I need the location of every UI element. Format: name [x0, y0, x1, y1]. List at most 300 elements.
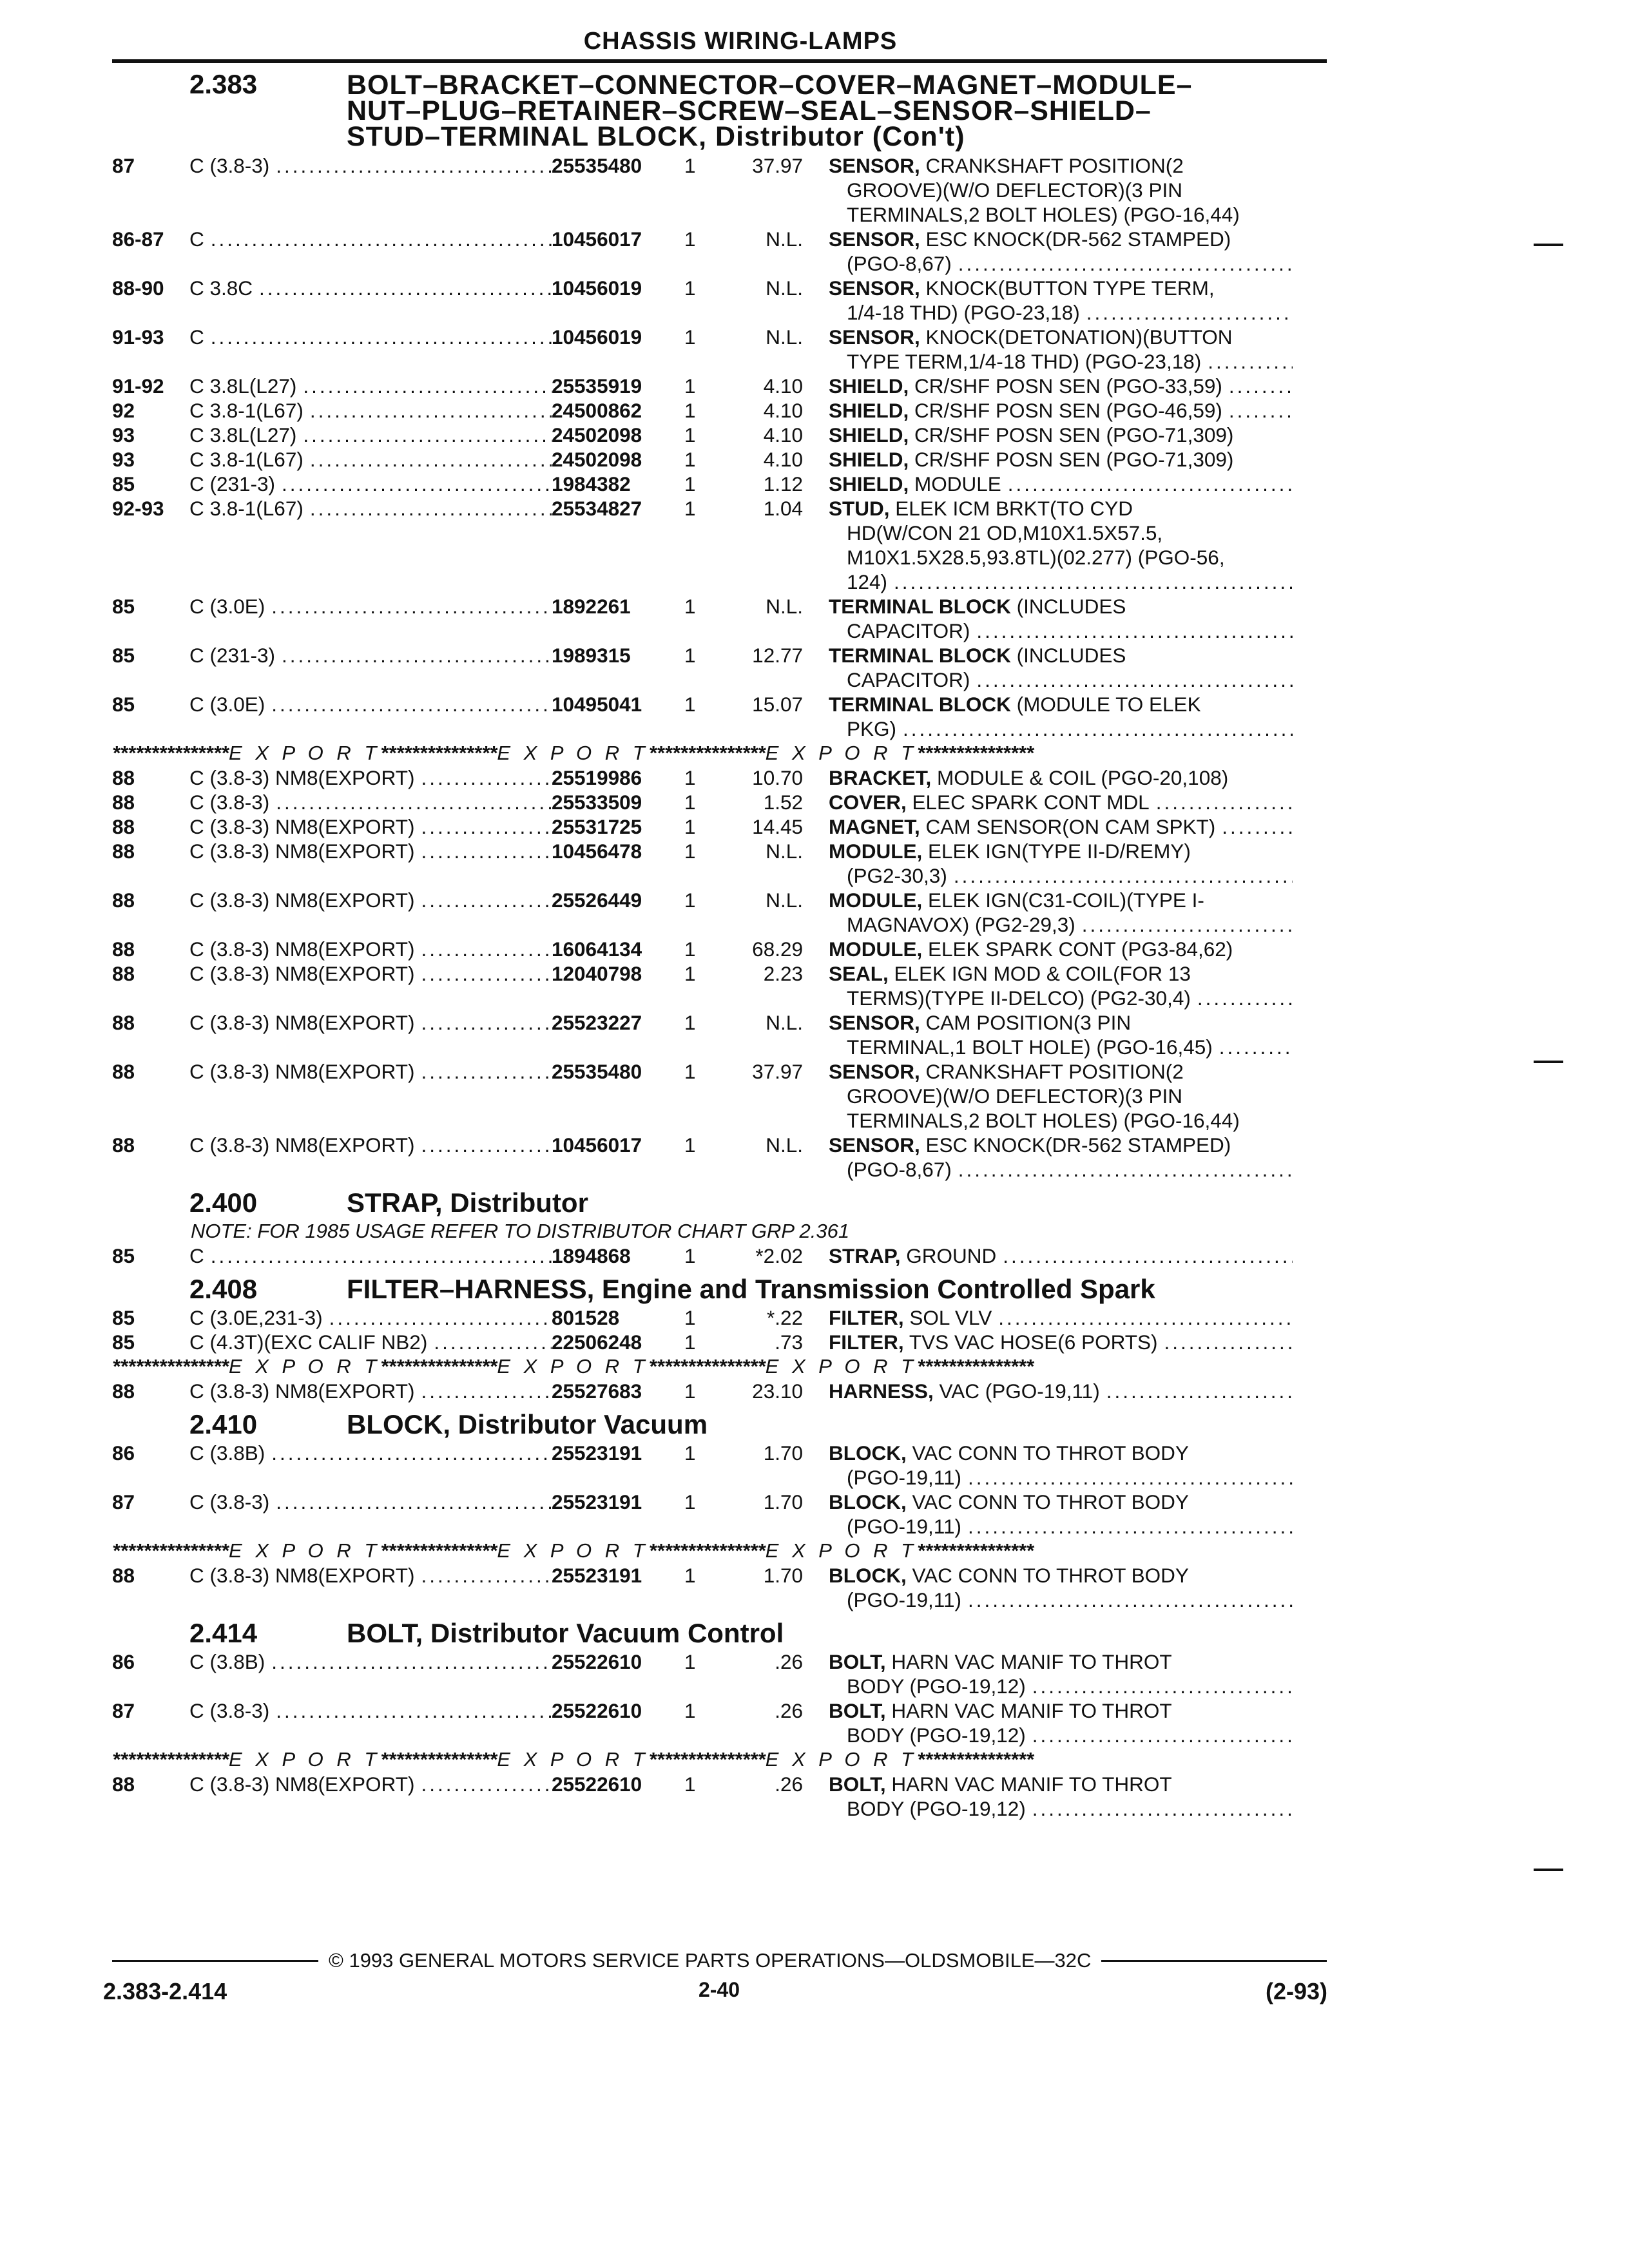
usage-cell: [189, 1379, 552, 1403]
year-cell: 93: [112, 448, 135, 471]
usage-text: C (3.8-3) NM8(EXPORT): [189, 840, 415, 863]
section-title: BOLT, Distributor Vacuum Control: [347, 1618, 784, 1648]
description-text: 1/4-18 THD) (PGO-23,18): [847, 301, 1080, 324]
price-cell: 4.10: [763, 448, 803, 471]
usage-text: C (3.8-3) NM8(EXPORT): [189, 1133, 415, 1157]
usage-text: C (3.8-3): [189, 154, 270, 177]
price-cell: 23.10: [752, 1379, 803, 1403]
parts-list: [112, 1379, 1336, 1403]
description-text: MODULE, ELEK SPARK CONT (PG3-84,62): [829, 937, 1233, 961]
quantity-cell: 1: [684, 276, 696, 300]
description-text: SENSOR, CRANKSHAFT POSITION(2: [829, 1060, 1184, 1083]
usage-cell: [189, 1490, 552, 1539]
usage-cell: [189, 1244, 552, 1268]
price-cell: 1.70: [763, 1490, 803, 1514]
description-line: [829, 496, 1293, 521]
part-number-cell: 1989315: [552, 644, 631, 667]
part-number-cell: 12040798: [552, 962, 642, 985]
price-cell: 4.10: [763, 423, 803, 447]
part-name: SHIELD,: [829, 472, 909, 495]
section-title-line: BOLT–BRACKET–CONNECTOR–COVER–MAGNET–MODULE–: [347, 70, 1193, 101]
description-cell: [829, 1563, 1293, 1612]
description-text: (PG2-30,3): [847, 864, 947, 887]
price-cell: N.L.: [766, 595, 803, 618]
price-cell: N.L.: [766, 325, 803, 349]
description-line: [829, 521, 1293, 545]
quantity-cell: 1: [684, 840, 696, 863]
year-cell: 88: [112, 1379, 135, 1403]
leader-dots: [1026, 1674, 1293, 1698]
export-banner: [112, 741, 1327, 765]
year-cell: 88: [112, 1564, 135, 1587]
description-cell: [829, 1490, 1293, 1539]
description-text: CAPACITOR): [847, 619, 970, 642]
usage-cell: [189, 227, 552, 276]
leader-dots: [296, 423, 552, 447]
price-cell: .73: [775, 1331, 803, 1354]
description-cell: [829, 790, 1293, 814]
year-cell: 88: [112, 937, 135, 961]
export-word: E X P O R T: [228, 1748, 381, 1771]
part-number-cell: 10456019: [552, 276, 642, 300]
quantity-cell: 1: [684, 962, 696, 985]
leader-dots: [992, 1305, 1293, 1330]
usage-text: C (3.8-3) NM8(EXPORT): [189, 962, 415, 985]
leader-dots: [253, 276, 552, 325]
usage-cell: [189, 398, 552, 423]
price-cell: 1.70: [763, 1441, 803, 1465]
leader-dots: [1191, 986, 1293, 1010]
usage-cell: [189, 594, 552, 643]
description-text: STRAP, GROUND: [829, 1244, 997, 1267]
usage-cell: [189, 839, 552, 888]
description-line: [829, 863, 1293, 888]
leader-dots: [414, 839, 552, 888]
description-cell: [829, 1010, 1293, 1059]
quantity-cell: 1: [684, 1441, 696, 1465]
part-number-cell: 10456478: [552, 840, 642, 863]
year-cell: 88: [112, 840, 135, 863]
table-row: [112, 1305, 1336, 1330]
export-stars: ***************: [380, 742, 497, 764]
description-line: [829, 374, 1293, 398]
part-name: HARNESS,: [829, 1379, 934, 1403]
description-cell: [829, 1059, 1293, 1133]
usage-cell: [189, 1772, 552, 1821]
description-line: [829, 1490, 1293, 1514]
description-text: SENSOR, ESC KNOCK(DR-562 STAMPED): [829, 227, 1231, 251]
description-line: [829, 398, 1293, 423]
description-line: [829, 716, 1293, 741]
usage-cell: [189, 1698, 552, 1747]
table-row: [112, 839, 1336, 888]
table-row: [112, 276, 1336, 325]
description-text: CAPACITOR): [847, 668, 970, 691]
description-line: [829, 1108, 1293, 1133]
description-line: [829, 1465, 1293, 1490]
year-cell: 85: [112, 1244, 135, 1267]
description-line: [829, 765, 1293, 790]
usage-text: C (3.8-3) NM8(EXPORT): [189, 766, 415, 789]
part-number-cell: 16064134: [552, 937, 642, 961]
part-number-cell: 24502098: [552, 423, 642, 447]
export-stars: ***************: [380, 1748, 497, 1771]
table-row: [112, 153, 1336, 227]
part-name: BLOCK,: [829, 1490, 907, 1514]
quantity-cell: 1: [684, 448, 696, 471]
description-line: [829, 349, 1293, 374]
usage-text: C (3.8-3) NM8(EXPORT): [189, 1060, 415, 1083]
quantity-cell: 1: [684, 1564, 696, 1587]
description-text: BODY (PGO-19,12): [847, 1797, 1026, 1820]
price-cell: N.L.: [766, 1133, 803, 1157]
usage-text: C (3.8B): [189, 1441, 265, 1465]
footer-copyright: © 1993 GENERAL MOTORS SERVICE PARTS OPERATIONS—OLDSMOBILE—32C: [329, 1949, 1092, 1972]
part-number-cell: 25522610: [552, 1699, 642, 1722]
price-cell: N.L.: [766, 276, 803, 300]
catalog-page: [112, 26, 1336, 1821]
usage-text: C 3.8L(L27): [189, 374, 297, 398]
leader-dots: [1001, 472, 1293, 496]
table-row: [112, 374, 1336, 398]
description-line: [829, 1514, 1293, 1539]
year-cell: 87: [112, 154, 135, 177]
leader-dots: [961, 1588, 1293, 1612]
part-name: MODULE,: [829, 889, 923, 912]
part-number-cell: 25519986: [552, 766, 642, 789]
export-stars: ***************: [648, 1355, 766, 1378]
description-cell: [829, 888, 1293, 937]
part-name: STRAP,: [829, 1244, 901, 1267]
export-banner: [112, 1747, 1327, 1772]
description-line: [829, 888, 1293, 912]
usage-cell: [189, 814, 552, 839]
leader-dots: [887, 570, 1293, 594]
usage-text: C (3.8-3) NM8(EXPORT): [189, 1011, 415, 1034]
page-footer: [103, 1978, 1327, 2010]
description-line: [829, 1059, 1293, 1084]
year-cell: 88: [112, 889, 135, 912]
price-cell: 1.04: [763, 497, 803, 520]
part-number-cell: 25531725: [552, 815, 642, 838]
leader-dots: [1075, 912, 1293, 937]
description-line: [829, 594, 1293, 619]
leader-dots: [414, 888, 552, 937]
quantity-cell: 1: [684, 937, 696, 961]
usage-cell: [189, 1059, 552, 1133]
description-cell: [829, 276, 1293, 325]
export-stars: ***************: [380, 1539, 497, 1562]
description-cell: [829, 1133, 1293, 1182]
description-line: [829, 1244, 1293, 1268]
description-line: [829, 251, 1293, 276]
description-line: [829, 300, 1293, 325]
quantity-cell: 1: [684, 227, 696, 251]
description-cell: [829, 1330, 1293, 1354]
quantity-cell: 1: [684, 693, 696, 716]
quantity-cell: 1: [684, 815, 696, 838]
year-cell: 88: [112, 815, 135, 838]
description-cell: [829, 765, 1293, 790]
quantity-cell: 1: [684, 644, 696, 667]
usage-cell: [189, 153, 552, 227]
table-row: [112, 398, 1336, 423]
part-number-cell: 25533509: [552, 791, 642, 814]
leader-dots: [414, 765, 552, 790]
usage-text: C 3.8L(L27): [189, 423, 297, 447]
price-cell: 2.23: [763, 962, 803, 985]
description-line: [829, 1084, 1293, 1108]
leader-dots: [952, 251, 1293, 276]
usage-text: C 3.8-1(L67): [189, 448, 304, 471]
price-cell: 4.10: [763, 399, 803, 422]
description-text: BRACKET, MODULE & COIL (PGO-20,108): [829, 766, 1229, 789]
table-row: [112, 790, 1336, 814]
export-banner: [112, 1539, 1327, 1563]
description-line: [829, 202, 1293, 227]
part-number-cell: 25523191: [552, 1441, 642, 1465]
year-cell: 88: [112, 962, 135, 985]
description-cell: [829, 643, 1293, 692]
description-cell: [829, 423, 1293, 447]
section-number: 2.410: [189, 1409, 258, 1439]
leader-dots: [1100, 1379, 1293, 1403]
description-text: MAGNET, CAM SENSOR(ON CAM SPKT): [829, 815, 1216, 838]
leader-dots: [1080, 300, 1293, 325]
leader-dots: [269, 1490, 552, 1539]
year-cell: 88: [112, 766, 135, 789]
section-title-line: STUD–TERMINAL BLOCK, Distributor (Con't): [347, 121, 965, 152]
parts-list: [112, 1563, 1336, 1612]
section-title: FILTER–HARNESS, Engine and Transmission Controlled Spark: [347, 1274, 1155, 1304]
description-cell: [829, 1698, 1293, 1747]
year-cell: 86: [112, 1441, 135, 1465]
leader-dots: [414, 1059, 552, 1133]
quantity-cell: 1: [684, 766, 696, 789]
section-title-line: NUT–PLUG–RETAINER–SCREW–SEAL–SENSOR–SHIELD–: [347, 95, 1152, 126]
leader-dots: [414, 1010, 552, 1059]
usage-cell: [189, 1010, 552, 1059]
usage-cell: [189, 276, 552, 325]
description-line: [829, 1330, 1293, 1354]
usage-text: C (3.0E,231-3): [189, 1306, 323, 1329]
leader-dots: [265, 1441, 552, 1490]
quantity-cell: 1: [684, 1699, 696, 1722]
description-line: [829, 619, 1293, 643]
leader-dots: [970, 668, 1293, 692]
year-cell: 85: [112, 1331, 135, 1354]
quantity-cell: 1: [684, 595, 696, 618]
parts-list: [112, 1305, 1336, 1354]
usage-text: C (4.3T)(EXC CALIF NB2): [189, 1331, 428, 1354]
usage-cell: [189, 790, 552, 814]
description-line: [829, 643, 1293, 668]
leader-dots: [304, 447, 552, 472]
price-cell: 4.10: [763, 374, 803, 398]
description-line: [829, 227, 1293, 251]
leader-dots: [204, 325, 552, 374]
leader-dots: [414, 1563, 552, 1612]
description-text: TERMS)(TYPE II-DELCO) (PG2-30,4): [847, 986, 1191, 1010]
description-line: [829, 1035, 1293, 1059]
description-text: (PGO-19,11): [847, 1515, 961, 1538]
leader-dots: [265, 594, 552, 643]
year-cell: 88: [112, 791, 135, 814]
leader-dots: [275, 643, 552, 692]
description-text: (PGO-8,67): [847, 1158, 952, 1181]
description-cell: [829, 839, 1293, 888]
description-line: [829, 1133, 1293, 1157]
table-row: [112, 765, 1336, 790]
year-cell: 87: [112, 1699, 135, 1722]
usage-cell: [189, 472, 552, 496]
export-word: E X P O R T: [497, 742, 649, 764]
description-line: [829, 1796, 1293, 1821]
description-text: MAGNAVOX) (PG2-29,3): [847, 913, 1075, 936]
part-number-cell: 25523227: [552, 1011, 642, 1034]
price-cell: 1.52: [763, 791, 803, 814]
section-note: NOTE: FOR 1985 USAGE REFER TO DISTRIBUTOR CHART GRP 2.361: [191, 1220, 850, 1242]
table-row: [112, 1244, 1336, 1268]
leader-dots: [1026, 1796, 1293, 1821]
description-cell: [829, 1649, 1293, 1698]
usage-text: C (3.8-3) NM8(EXPORT): [189, 815, 415, 838]
leader-dots: [1222, 398, 1293, 423]
description-text: TERMINAL BLOCK (INCLUDES: [829, 644, 1126, 667]
part-name: SENSOR,: [829, 1133, 920, 1157]
quantity-cell: 1: [684, 1773, 696, 1796]
description-line: [829, 1563, 1293, 1588]
description-text: SHIELD, CR/SHF POSN SEN (PGO-71,309): [829, 448, 1234, 471]
leader-dots: [269, 153, 552, 227]
usage-cell: [189, 1563, 552, 1612]
price-cell: N.L.: [766, 1011, 803, 1034]
description-text: BOLT, HARN VAC MANIF TO THROT: [829, 1650, 1172, 1673]
description-line: [829, 668, 1293, 692]
description-text: (PGO-19,11): [847, 1466, 961, 1489]
year-cell: 85: [112, 595, 135, 618]
part-number-cell: 25535480: [552, 1060, 642, 1083]
leader-dots: [275, 472, 552, 496]
usage-cell: [189, 961, 552, 1010]
leader-dots: [961, 1514, 1293, 1539]
price-cell: 10.70: [752, 766, 803, 789]
usage-cell: [189, 1133, 552, 1182]
quantity-cell: 1: [684, 1060, 696, 1083]
usage-cell: [189, 1441, 552, 1490]
price-cell: N.L.: [766, 840, 803, 863]
table-row: [112, 1059, 1336, 1133]
leader-dots: [1215, 814, 1293, 839]
description-cell: [829, 398, 1293, 423]
section-heading: [112, 1409, 1336, 1439]
export-word: E X P O R T: [765, 742, 918, 764]
description-text: BLOCK, VAC CONN TO THROT BODY: [829, 1441, 1189, 1465]
description-text: BOLT, HARN VAC MANIF TO THROT: [829, 1699, 1172, 1722]
quantity-cell: 1: [684, 1490, 696, 1514]
part-name: MAGNET,: [829, 815, 920, 838]
description-text: COVER, ELEC SPARK CONT MDL: [829, 791, 1150, 814]
export-stars: ***************: [112, 1539, 229, 1562]
part-number-cell: 1984382: [552, 472, 631, 495]
description-line: [829, 472, 1293, 496]
description-text: (PGO-8,67): [847, 252, 952, 275]
description-cell: [829, 1244, 1293, 1268]
description-line: [829, 1010, 1293, 1035]
description-text: MODULE, ELEK IGN(C31-COIL)(TYPE I-: [829, 889, 1204, 912]
part-number-cell: 25522610: [552, 1773, 642, 1796]
part-name: TERMINAL BLOCK: [829, 595, 1011, 618]
price-cell: *.22: [766, 1306, 803, 1329]
usage-text: C (231-3): [189, 472, 276, 495]
description-text: BOLT, HARN VAC MANIF TO THROT: [829, 1773, 1172, 1796]
part-number-cell: 10456017: [552, 227, 642, 251]
description-line: [829, 839, 1293, 863]
description-cell: [829, 447, 1293, 472]
part-name: BLOCK,: [829, 1441, 907, 1465]
usage-cell: [189, 496, 552, 594]
leader-dots: [1150, 790, 1293, 814]
description-text: SENSOR, KNOCK(BUTTON TYPE TERM,: [829, 276, 1215, 300]
quantity-cell: 1: [684, 374, 696, 398]
export-word: E X P O R T: [765, 1355, 918, 1378]
leader-dots: [961, 1465, 1293, 1490]
quantity-cell: 1: [684, 1331, 696, 1354]
leader-dots: [1222, 374, 1293, 398]
margin-tick: [1534, 1061, 1563, 1063]
usage-text: C (3.8-3): [189, 1490, 270, 1514]
usage-cell: [189, 1305, 552, 1330]
year-cell: 85: [112, 1306, 135, 1329]
export-stars: ***************: [917, 1748, 1034, 1771]
price-cell: 68.29: [752, 937, 803, 961]
part-number-cell: 801528: [552, 1306, 620, 1329]
price-cell: 15.07: [752, 693, 803, 716]
usage-cell: [189, 643, 552, 692]
footer-page-number: 2-40: [699, 1978, 740, 2001]
description-text: SENSOR, KNOCK(DETONATION)(BUTTON: [829, 325, 1233, 349]
table-row: [112, 1698, 1336, 1747]
year-cell: 85: [112, 644, 135, 667]
part-name: BLOCK,: [829, 1564, 907, 1587]
export-stars: ***************: [917, 742, 1034, 764]
leader-dots: [414, 961, 552, 1010]
year-cell: 92: [112, 399, 135, 422]
part-number-cell: 25526449: [552, 889, 642, 912]
quantity-cell: 1: [684, 399, 696, 422]
description-text: BLOCK, VAC CONN TO THROT BODY: [829, 1490, 1189, 1514]
description-cell: [829, 227, 1293, 276]
description-cell: [829, 1441, 1293, 1490]
description-text: HARNESS, VAC (PGO-19,11): [829, 1379, 1100, 1403]
description-text: PKG): [847, 717, 897, 740]
table-row: [112, 496, 1336, 594]
leader-dots: [323, 1305, 552, 1330]
part-number-cell: 25535480: [552, 154, 642, 177]
part-number-cell: 25527683: [552, 1379, 642, 1403]
description-line: [829, 912, 1293, 937]
usage-text: C (3.8B): [189, 1650, 265, 1673]
usage-cell: [189, 325, 552, 374]
part-number-cell: 10456017: [552, 1133, 642, 1157]
quantity-cell: 1: [684, 154, 696, 177]
quantity-cell: 1: [684, 1306, 696, 1329]
description-line: [829, 1698, 1293, 1723]
parts-list: [112, 1441, 1336, 1539]
leader-dots: [304, 496, 552, 594]
part-number-cell: 25523191: [552, 1490, 642, 1514]
usage-text: C (3.8-3) NM8(EXPORT): [189, 1379, 415, 1403]
